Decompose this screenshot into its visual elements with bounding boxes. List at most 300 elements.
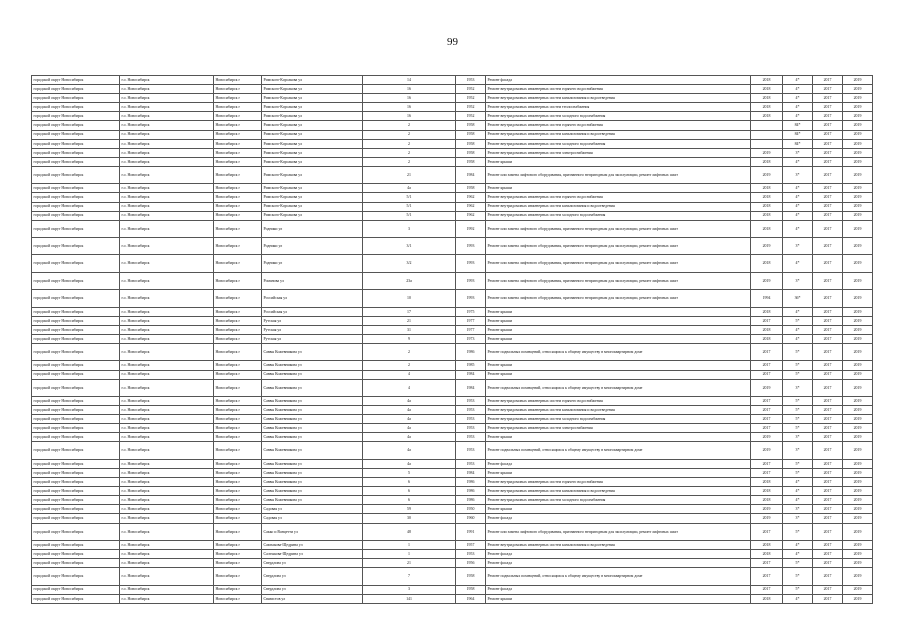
district-cell: г.о. Новосибирск bbox=[120, 424, 214, 433]
last-repair-year-cell: 2018 bbox=[751, 202, 783, 211]
table-row bbox=[32, 487, 873, 496]
house-cell: 2 bbox=[363, 148, 456, 157]
work-type-cell: Ремонт или замена лифтового оборудования, признанного непригодным для эксплуатации, ремонт лифтовых шахт bbox=[486, 290, 751, 307]
last-repair-year-cell: 2017 bbox=[751, 344, 783, 361]
municipality-cell: городской округ Новосибирск bbox=[32, 459, 120, 468]
work-type-cell: Ремонт или замена лифтового оборудования, признанного непригодным для эксплуатации, ремонт лифтовых шахт bbox=[486, 220, 751, 237]
district-cell: г.о. Новосибирск bbox=[120, 157, 214, 166]
year-built-cell: 1986 bbox=[456, 344, 486, 361]
city-cell: Новосибирск г bbox=[214, 290, 262, 307]
table-row bbox=[32, 112, 873, 121]
house-cell: 2 bbox=[363, 344, 456, 361]
year-built-cell: 1953 bbox=[456, 406, 486, 415]
house-cell: 4а bbox=[363, 442, 456, 459]
table-row bbox=[32, 307, 873, 316]
last-repair-year-cell: 2018 bbox=[751, 76, 783, 85]
period-end-cell: 2019 bbox=[843, 478, 873, 487]
table-row bbox=[32, 157, 873, 166]
street-cell: Сактыкова-Щедрина ул bbox=[262, 540, 363, 549]
district-cell: г.о. Новосибирск bbox=[120, 94, 214, 103]
street-cell: Саввы Кожевникова ул bbox=[262, 442, 363, 459]
period-start-cell: 2017 bbox=[813, 76, 843, 85]
district-cell: г.о. Новосибирск bbox=[120, 211, 214, 220]
street-cell: Римского-Корсакова ул bbox=[262, 193, 363, 202]
period-end-cell: 2019 bbox=[843, 487, 873, 496]
work-type-cell: Ремонт внутридомовых инженерных систем горячего водоснабжения bbox=[486, 121, 751, 130]
year-built-cell: 1958 bbox=[456, 130, 486, 139]
work-type-cell: Ремонт крыши bbox=[486, 505, 751, 514]
wear-cell: 3* bbox=[783, 148, 813, 157]
year-built-cell: 1958 bbox=[456, 585, 486, 594]
municipality-cell: городской округ Новосибирск bbox=[32, 496, 120, 505]
wear-cell: 5* bbox=[783, 585, 813, 594]
last-repair-year-cell: 2019 bbox=[751, 379, 783, 396]
house-cell: 23а bbox=[363, 272, 456, 289]
last-repair-year-cell bbox=[751, 121, 783, 130]
year-built-cell: 1975 bbox=[456, 307, 486, 316]
last-repair-year-cell: 2019 bbox=[751, 272, 783, 289]
city-cell: Новосибирск г bbox=[214, 307, 262, 316]
district-cell: г.о. Новосибирск bbox=[120, 202, 214, 211]
period-end-cell: 2019 bbox=[843, 211, 873, 220]
street-cell: Саввы Кожевникова ул bbox=[262, 478, 363, 487]
year-built-cell: 1986 bbox=[456, 487, 486, 496]
table-row bbox=[32, 559, 873, 568]
city-cell: Новосибирск г bbox=[214, 568, 262, 585]
district-cell: г.о. Новосибирск bbox=[120, 148, 214, 157]
last-repair-year-cell: 2019 bbox=[751, 505, 783, 514]
period-start-cell: 2017 bbox=[813, 505, 843, 514]
municipality-cell: городской округ Новосибирск bbox=[32, 290, 120, 307]
period-start-cell: 2017 bbox=[813, 121, 843, 130]
house-cell: 21 bbox=[363, 559, 456, 568]
period-end-cell: 2019 bbox=[843, 397, 873, 406]
house-cell: 1 bbox=[363, 540, 456, 549]
table-row bbox=[32, 334, 873, 343]
city-cell: Новосибирск г bbox=[214, 442, 262, 459]
city-cell: Новосибирск г bbox=[214, 255, 262, 272]
wear-cell: 4* bbox=[783, 487, 813, 496]
last-repair-year-cell: 2018 bbox=[751, 325, 783, 334]
municipality-cell: городской округ Новосибирск bbox=[32, 76, 120, 85]
period-end-cell: 2019 bbox=[843, 121, 873, 130]
year-built-cell: 1953 bbox=[456, 76, 486, 85]
work-type-cell: Ремонт фасада bbox=[486, 550, 751, 559]
last-repair-year-cell: 2019 bbox=[751, 166, 783, 183]
year-built-cell: 1956 bbox=[456, 559, 486, 568]
period-start-cell: 2017 bbox=[813, 424, 843, 433]
period-start-cell: 2017 bbox=[813, 85, 843, 94]
period-start-cell: 2017 bbox=[813, 139, 843, 148]
work-type-cell: Ремонт внутридомовых инженерных систем холодного водоснабжения bbox=[486, 415, 751, 424]
period-start-cell: 2017 bbox=[813, 157, 843, 166]
period-end-cell: 2019 bbox=[843, 85, 873, 94]
period-start-cell: 2017 bbox=[813, 487, 843, 496]
work-type-cell: Ремонт внутридомовых инженерных систем канализования и водоотведения bbox=[486, 130, 751, 139]
work-type-cell: Ремонт крыши bbox=[486, 361, 751, 370]
period-start-cell: 2017 bbox=[813, 559, 843, 568]
wear-cell: 4* bbox=[783, 540, 813, 549]
period-end-cell: 2019 bbox=[843, 585, 873, 594]
work-type-cell: Ремонт подвальных помещений, относящихся к общему имуществу в многоквартирном доме bbox=[486, 442, 751, 459]
municipality-cell: городской округ Новосибирск bbox=[32, 344, 120, 361]
wear-cell: 4* bbox=[783, 478, 813, 487]
last-repair-year-cell: 2017 bbox=[751, 316, 783, 325]
year-built-cell: 1958 bbox=[456, 157, 486, 166]
work-type-cell: Ремонт внутридомовых инженерных систем канализования и водоотведения bbox=[486, 202, 751, 211]
city-cell: Новосибирск г bbox=[214, 202, 262, 211]
city-cell: Новосибирск г bbox=[214, 468, 262, 477]
municipality-cell: городской округ Новосибирск bbox=[32, 550, 120, 559]
year-built-cell: 1986 bbox=[456, 496, 486, 505]
table-row bbox=[32, 184, 873, 193]
house-cell: 5/1 bbox=[363, 211, 456, 220]
last-repair-year-cell: 2019 bbox=[751, 433, 783, 442]
municipality-cell: городской округ Новосибирск bbox=[32, 238, 120, 255]
district-cell: г.о. Новосибирск bbox=[120, 325, 214, 334]
municipality-cell: городской округ Новосибирск bbox=[32, 307, 120, 316]
street-cell: Римского-Корсакова ул bbox=[262, 184, 363, 193]
district-cell: г.о. Новосибирск bbox=[120, 559, 214, 568]
city-cell: Новосибирск г bbox=[214, 130, 262, 139]
wear-cell: 4* bbox=[783, 496, 813, 505]
city-cell: Новосибирск г bbox=[214, 487, 262, 496]
street-cell: Российская ул bbox=[262, 290, 363, 307]
table-row bbox=[32, 415, 873, 424]
period-end-cell: 2019 bbox=[843, 505, 873, 514]
street-cell: Родники ул bbox=[262, 220, 363, 237]
street-cell: Саввы Кожевникова ул bbox=[262, 361, 363, 370]
table-row bbox=[32, 433, 873, 442]
house-cell: 2 bbox=[363, 130, 456, 139]
house-cell: 10 bbox=[363, 290, 456, 307]
wear-cell: 4* bbox=[783, 112, 813, 121]
wear-cell: 84* bbox=[783, 130, 813, 139]
district-cell: г.о. Новосибирск bbox=[120, 139, 214, 148]
street-cell: Римского-Корсакова ул bbox=[262, 148, 363, 157]
wear-cell: 4* bbox=[783, 220, 813, 237]
work-type-cell: Ремонт фасада bbox=[486, 514, 751, 523]
table-row bbox=[32, 148, 873, 157]
table-row bbox=[32, 76, 873, 85]
city-cell: Новосибирск г bbox=[214, 121, 262, 130]
period-start-cell: 2017 bbox=[813, 370, 843, 379]
municipality-cell: городской округ Новосибирск bbox=[32, 166, 120, 183]
house-cell: 4а bbox=[363, 415, 456, 424]
wear-cell: 5* bbox=[783, 344, 813, 361]
district-cell: г.о. Новосибирск bbox=[120, 121, 214, 130]
house-cell: 2 bbox=[363, 121, 456, 130]
wear-cell: 4* bbox=[783, 76, 813, 85]
table-row bbox=[32, 568, 873, 585]
repair-schedule-table bbox=[31, 75, 873, 604]
work-type-cell: Ремонт внутридомовых инженерных систем канализования и водоотведения bbox=[486, 540, 751, 549]
period-end-cell: 2019 bbox=[843, 103, 873, 112]
street-cell: Саввы Кожевникова ул bbox=[262, 459, 363, 468]
house-cell: 4а bbox=[363, 397, 456, 406]
house-cell: 2 bbox=[363, 157, 456, 166]
street-cell: Саввы Кожевникова ул bbox=[262, 415, 363, 424]
period-start-cell: 2017 bbox=[813, 478, 843, 487]
period-start-cell: 2017 bbox=[813, 316, 843, 325]
district-cell: г.о. Новосибирск bbox=[120, 130, 214, 139]
street-cell: Связистов ул bbox=[262, 594, 363, 603]
period-start-cell: 2017 bbox=[813, 94, 843, 103]
street-cell: Российская ул bbox=[262, 307, 363, 316]
work-type-cell: Ремонт внутридомовых инженерных систем холодного водоснабжения bbox=[486, 139, 751, 148]
municipality-cell: городской округ Новосибирск bbox=[32, 370, 120, 379]
period-end-cell: 2019 bbox=[843, 496, 873, 505]
period-end-cell: 2019 bbox=[843, 94, 873, 103]
period-start-cell: 2017 bbox=[813, 379, 843, 396]
work-type-cell: Ремонт фасада bbox=[486, 76, 751, 85]
wear-cell: 4* bbox=[783, 307, 813, 316]
municipality-cell: городской округ Новосибирск bbox=[32, 478, 120, 487]
period-end-cell: 2019 bbox=[843, 361, 873, 370]
district-cell: г.о. Новосибирск bbox=[120, 415, 214, 424]
period-start-cell: 2017 bbox=[813, 184, 843, 193]
year-built-cell: 1993 bbox=[456, 272, 486, 289]
municipality-cell: городской округ Новосибирск bbox=[32, 442, 120, 459]
wear-cell: 5* bbox=[783, 397, 813, 406]
table-row bbox=[32, 442, 873, 459]
street-cell: Саввы Кожевникова ул bbox=[262, 379, 363, 396]
work-type-cell: Ремонт подвальных помещений, относящихся к общему имуществу в многоквартирном доме bbox=[486, 568, 751, 585]
last-repair-year-cell: 2018 bbox=[751, 487, 783, 496]
street-cell: Салтыкова-Щедрина ул bbox=[262, 550, 363, 559]
period-end-cell: 2019 bbox=[843, 334, 873, 343]
year-built-cell: 1952 bbox=[456, 103, 486, 112]
house-cell: 6 bbox=[363, 496, 456, 505]
period-start-cell: 2017 bbox=[813, 550, 843, 559]
municipality-cell: городской округ Новосибирск bbox=[32, 157, 120, 166]
municipality-cell: городской округ Новосибирск bbox=[32, 94, 120, 103]
house-cell: 2 bbox=[363, 361, 456, 370]
district-cell: г.о. Новосибирск bbox=[120, 334, 214, 343]
municipality-cell: городской округ Новосибирск bbox=[32, 559, 120, 568]
house-cell: 3 bbox=[363, 220, 456, 237]
district-cell: г.о. Новосибирск bbox=[120, 442, 214, 459]
municipality-cell: городской округ Новосибирск bbox=[32, 85, 120, 94]
period-start-cell: 2017 bbox=[813, 585, 843, 594]
period-start-cell: 2017 bbox=[813, 397, 843, 406]
house-cell: 17 bbox=[363, 307, 456, 316]
year-built-cell: 1985 bbox=[456, 361, 486, 370]
municipality-cell: городской округ Новосибирск bbox=[32, 568, 120, 585]
year-built-cell: 1958 bbox=[456, 148, 486, 157]
municipality-cell: городской округ Новосибирск bbox=[32, 112, 120, 121]
last-repair-year-cell: 2019 bbox=[751, 442, 783, 459]
period-end-cell: 2019 bbox=[843, 157, 873, 166]
house-cell: 3/1 bbox=[363, 238, 456, 255]
table-row bbox=[32, 211, 873, 220]
district-cell: г.о. Новосибирск bbox=[120, 238, 214, 255]
house-cell: 48 bbox=[363, 523, 456, 540]
wear-cell: 5* bbox=[783, 424, 813, 433]
period-end-cell: 2019 bbox=[843, 316, 873, 325]
period-end-cell: 2019 bbox=[843, 272, 873, 289]
year-built-cell: 1958 bbox=[456, 121, 486, 130]
work-type-cell: Ремонт подвальных помещений, относящихся к общему имуществу в многоквартирном доме bbox=[486, 379, 751, 396]
work-type-cell: Ремонт крыши bbox=[486, 468, 751, 477]
street-cell: Свердлова ул bbox=[262, 568, 363, 585]
year-built-cell: 1984 bbox=[456, 379, 486, 396]
last-repair-year-cell: 2018 bbox=[751, 255, 783, 272]
period-start-cell: 2017 bbox=[813, 103, 843, 112]
period-end-cell: 2019 bbox=[843, 559, 873, 568]
period-end-cell: 2019 bbox=[843, 307, 873, 316]
work-type-cell: Ремонт крыши bbox=[486, 433, 751, 442]
street-cell: Саввы Кожевникова ул bbox=[262, 424, 363, 433]
district-cell: г.о. Новосибирск bbox=[120, 344, 214, 361]
city-cell: Новосибирск г bbox=[214, 370, 262, 379]
municipality-cell: городской округ Новосибирск bbox=[32, 103, 120, 112]
period-start-cell: 2017 bbox=[813, 238, 843, 255]
street-cell: Саввы Кожевникова ул bbox=[262, 397, 363, 406]
municipality-cell: городской округ Новосибирск bbox=[32, 540, 120, 549]
last-repair-year-cell: 2017 bbox=[751, 459, 783, 468]
municipality-cell: городской округ Новосибирск bbox=[32, 424, 120, 433]
period-end-cell: 2019 bbox=[843, 184, 873, 193]
municipality-cell: городской округ Новосибирск bbox=[32, 585, 120, 594]
work-type-cell: Ремонт крыши bbox=[486, 307, 751, 316]
street-cell: Римского-Корсакова ул bbox=[262, 130, 363, 139]
period-start-cell: 2017 bbox=[813, 325, 843, 334]
wear-cell: 4* bbox=[783, 325, 813, 334]
period-start-cell: 2017 bbox=[813, 406, 843, 415]
house-cell: 3/2 bbox=[363, 255, 456, 272]
period-end-cell: 2019 bbox=[843, 424, 873, 433]
period-start-cell: 2017 bbox=[813, 568, 843, 585]
period-end-cell: 2019 bbox=[843, 255, 873, 272]
last-repair-year-cell: 2018 bbox=[751, 157, 783, 166]
year-built-cell: 1953 bbox=[456, 397, 486, 406]
period-start-cell: 2017 bbox=[813, 468, 843, 477]
wear-cell: 4* bbox=[783, 94, 813, 103]
year-built-cell: 1953 bbox=[456, 442, 486, 459]
year-built-cell: 1973 bbox=[456, 334, 486, 343]
last-repair-year-cell: 2018 bbox=[751, 307, 783, 316]
table-row bbox=[32, 220, 873, 237]
city-cell: Новосибирск г bbox=[214, 397, 262, 406]
last-repair-year-cell: 2018 bbox=[751, 193, 783, 202]
street-cell: Римского-Корсакова ул bbox=[262, 94, 363, 103]
street-cell: Римского-Корсакова ул bbox=[262, 121, 363, 130]
city-cell: Новосибирск г bbox=[214, 94, 262, 103]
period-end-cell: 2019 bbox=[843, 523, 873, 540]
year-built-cell: 1964 bbox=[456, 594, 486, 603]
wear-cell: 4* bbox=[783, 193, 813, 202]
last-repair-year-cell: 2018 bbox=[751, 103, 783, 112]
period-start-cell: 2017 bbox=[813, 130, 843, 139]
last-repair-year-cell: 2017 bbox=[751, 424, 783, 433]
city-cell: Новосибирск г bbox=[214, 193, 262, 202]
street-cell: Римского-Корсакова ул bbox=[262, 139, 363, 148]
period-end-cell: 2019 bbox=[843, 220, 873, 237]
city-cell: Новосибирск г bbox=[214, 334, 262, 343]
municipality-cell: городской округ Новосибирск bbox=[32, 361, 120, 370]
street-cell: Свердлова ул bbox=[262, 559, 363, 568]
period-end-cell: 2019 bbox=[843, 594, 873, 603]
last-repair-year-cell bbox=[751, 130, 783, 139]
wear-cell: 3* bbox=[783, 238, 813, 255]
table-row bbox=[32, 496, 873, 505]
period-start-cell: 2017 bbox=[813, 112, 843, 121]
house-cell: 141 bbox=[363, 594, 456, 603]
district-cell: г.о. Новосибирск bbox=[120, 370, 214, 379]
wear-cell: 4* bbox=[783, 85, 813, 94]
table-row bbox=[32, 103, 873, 112]
last-repair-year-cell: 2018 bbox=[751, 334, 783, 343]
table-row bbox=[32, 238, 873, 255]
municipality-cell: городской округ Новосибирск bbox=[32, 468, 120, 477]
work-type-cell: Ремонт внутридомовых инженерных систем холодного водоснабжения bbox=[486, 112, 751, 121]
period-start-cell: 2017 bbox=[813, 442, 843, 459]
table-row bbox=[32, 202, 873, 211]
last-repair-year-cell: 2018 bbox=[751, 85, 783, 94]
year-built-cell: 1984 bbox=[456, 166, 486, 183]
last-repair-year-cell: 2018 bbox=[751, 594, 783, 603]
street-cell: Садовая ул bbox=[262, 514, 363, 523]
period-start-cell: 2017 bbox=[813, 514, 843, 523]
page-number: 99 bbox=[447, 36, 458, 48]
table-row bbox=[32, 290, 873, 307]
year-built-cell: 1993 bbox=[456, 290, 486, 307]
wear-cell: 4* bbox=[783, 550, 813, 559]
table-row bbox=[32, 424, 873, 433]
period-start-cell: 2017 bbox=[813, 290, 843, 307]
wear-cell: 4* bbox=[783, 157, 813, 166]
street-cell: Саввы Кожевникова ул bbox=[262, 344, 363, 361]
city-cell: Новосибирск г bbox=[214, 76, 262, 85]
district-cell: г.о. Новосибирск bbox=[120, 184, 214, 193]
year-built-cell: 1952 bbox=[456, 112, 486, 121]
year-built-cell: 1953 bbox=[456, 459, 486, 468]
last-repair-year-cell: 2019 bbox=[751, 514, 783, 523]
district-cell: г.о. Новосибирск bbox=[120, 550, 214, 559]
period-end-cell: 2019 bbox=[843, 344, 873, 361]
wear-cell: 3* bbox=[783, 514, 813, 523]
city-cell: Новосибирск г bbox=[214, 406, 262, 415]
period-end-cell: 2019 bbox=[843, 166, 873, 183]
year-built-cell: 1958 bbox=[456, 139, 486, 148]
period-end-cell: 2019 bbox=[843, 370, 873, 379]
house-cell: 5/1 bbox=[363, 193, 456, 202]
wear-cell: 3* bbox=[783, 379, 813, 396]
table-row bbox=[32, 325, 873, 334]
last-repair-year-cell: 2017 bbox=[751, 361, 783, 370]
last-repair-year-cell: 2019 bbox=[751, 148, 783, 157]
municipality-cell: городской округ Новосибирск bbox=[32, 220, 120, 237]
period-end-cell: 2019 bbox=[843, 148, 873, 157]
period-start-cell: 2017 bbox=[813, 148, 843, 157]
year-built-cell: 1958 bbox=[456, 184, 486, 193]
work-type-cell: Ремонт внутридомовых инженерных систем канализования и водоотведения bbox=[486, 487, 751, 496]
wear-cell: 3* bbox=[783, 272, 813, 289]
city-cell: Новосибирск г bbox=[214, 415, 262, 424]
last-repair-year-cell: 2018 bbox=[751, 94, 783, 103]
house-cell: 16 bbox=[363, 85, 456, 94]
work-type-cell: Ремонт фасада bbox=[486, 585, 751, 594]
municipality-cell: городской округ Новосибирск bbox=[32, 397, 120, 406]
municipality-cell: городской округ Новосибирск bbox=[32, 433, 120, 442]
district-cell: г.о. Новосибирск bbox=[120, 468, 214, 477]
period-end-cell: 2019 bbox=[843, 76, 873, 85]
period-end-cell: 2019 bbox=[843, 568, 873, 585]
wear-cell: 3* bbox=[783, 166, 813, 183]
table-row bbox=[32, 255, 873, 272]
district-cell: г.о. Новосибирск bbox=[120, 112, 214, 121]
